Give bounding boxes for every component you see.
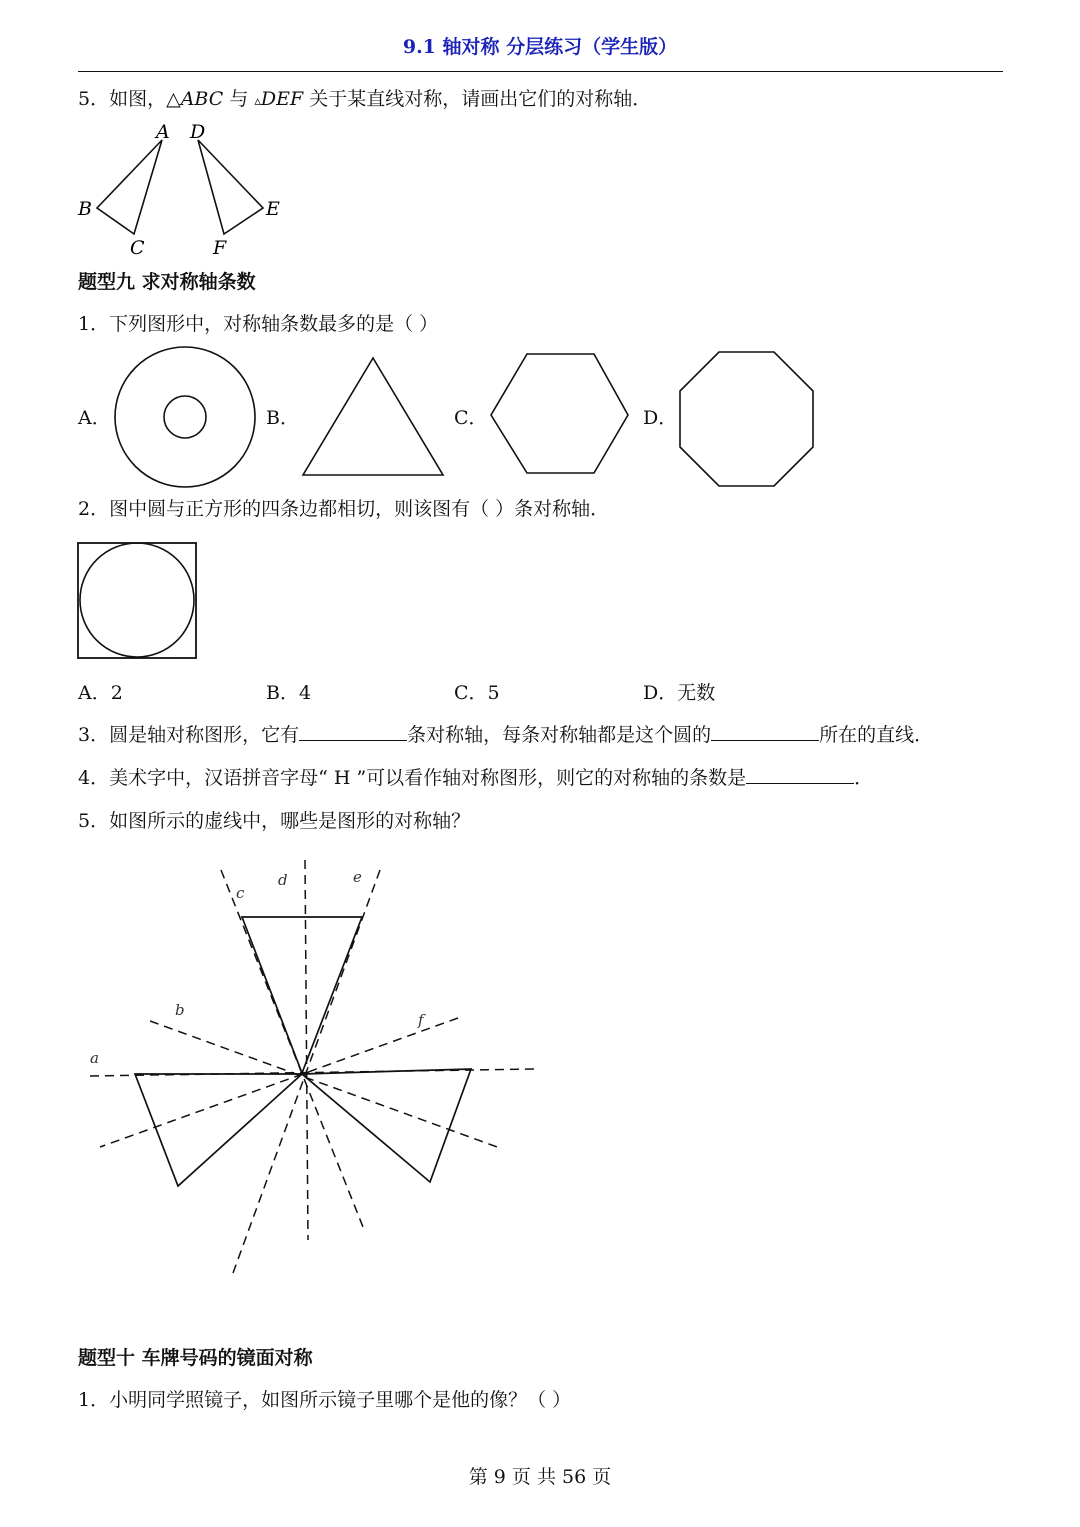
label-a: A (156, 121, 170, 143)
line-label-a: a (90, 1049, 99, 1067)
line-label-b: b (175, 1001, 185, 1019)
s9-q4-question: 4．美术字中，汉语拼音字母“ H ”可以看作轴对称图形，则它的对称轴的条数是 ． (78, 767, 874, 789)
section10-title: 题型十 车牌号码的镜面对称 (78, 1347, 313, 1369)
answer-blank (746, 765, 854, 784)
section9-title: 题型九 求对称轴条数 (78, 271, 256, 293)
s9-q2-option-b: B．4 (266, 682, 312, 704)
label-e: E (266, 198, 280, 220)
dashed-line-b (150, 1021, 500, 1148)
s9-q1-option-d: D． (643, 407, 678, 429)
dashed-line-f (100, 1018, 458, 1147)
ring-inner-circle (164, 396, 206, 438)
line-labels (90, 868, 426, 1067)
line-label-c: c (236, 884, 245, 902)
reflected-triangles-figure (70, 118, 300, 268)
regular-hexagon (491, 354, 628, 473)
s10-q1-question: 1．小明同学照镜子，如图所示镜子里哪个是他的像？（ ） (78, 1389, 572, 1411)
line-label-e: e (353, 868, 362, 886)
s9-q2-option-c: C．5 (454, 682, 500, 704)
header-divider (78, 71, 1003, 72)
triangle-def (198, 140, 263, 234)
s9-q1-option-b: B． (266, 407, 299, 429)
ring-outer-circle (115, 347, 255, 487)
s9-q2-option-d: D．无数 (643, 682, 716, 704)
solid-triangle-top (242, 917, 362, 1073)
q5-reflect-question: 5．如图，△ABC 与 ▵DEF 关于某直线对称，请画出它们的对称轴． (78, 88, 652, 110)
inscribed-circle (80, 543, 194, 657)
circle-in-square-figure (76, 540, 200, 662)
symmetry-axes-figure (80, 855, 540, 1280)
regular-octagon (680, 352, 813, 486)
s9-q2-option-a: A．2 (78, 682, 123, 704)
solid-triangle-left (135, 1074, 302, 1186)
answer-blank (299, 722, 407, 741)
dashed-lines (90, 860, 535, 1273)
s9-q3-question: 3．圆是轴对称图形，它有 条对称轴，每条对称轴都是这个圆的 所在的直线． (78, 724, 934, 746)
s9-q1-question: 1．下列图形中，对称轴条数最多的是（ ） (78, 313, 439, 335)
label-d: D (190, 121, 206, 143)
triangle-abc (97, 140, 162, 234)
answer-blank (711, 722, 819, 741)
solid-figure (135, 917, 471, 1186)
s9-q1-shapes (0, 340, 1080, 490)
label-f: F (213, 237, 227, 259)
s9-q1-option-c: C． (454, 407, 488, 429)
s9-q5-question: 5．如图所示的虚线中，哪些是图形的对称轴？ (78, 810, 471, 832)
page-header-title: 9.1 轴对称 分层练习（学生版） (402, 36, 678, 58)
page-footer: 第 9 页 共 56 页 (468, 1466, 612, 1488)
equilateral-triangle (303, 358, 443, 475)
s9-q2-question: 2．图中圆与正方形的四条边都相切，则该图有（ ）条对称轴． (78, 498, 610, 520)
label-c: C (130, 237, 145, 259)
s9-q1-option-a: A． (78, 407, 111, 429)
line-label-f: f (418, 1011, 424, 1029)
line-label-d: d (278, 871, 288, 889)
label-b: B (78, 198, 92, 220)
